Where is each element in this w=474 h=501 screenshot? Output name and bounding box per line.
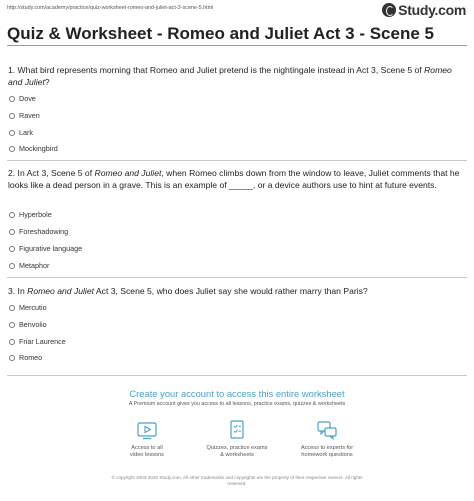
answer-option[interactable] [9,111,40,120]
source-url[interactable]: http://study.com/academy/practice/quiz-worksheet-romeo-and-juliet-act-3-scene-5.html [7,5,214,11]
answer-option[interactable] [9,303,47,312]
quizzes-icon [226,419,248,441]
option-label: Metaphor [19,261,50,270]
answer-option[interactable] [9,144,58,153]
study-logo[interactable] [382,2,466,18]
footer-line: reserved. [227,481,247,486]
feature-experts [287,419,367,459]
footer-line: © copyright 2003-2020 Study.com. All other trademarks and copyrights are the property of their respective owners. All rights [111,475,363,480]
option-label: Lark [19,128,33,137]
question-text: 1. What bird represents morning that Romeo and Juliet pretend is the nightingale instead in Act 3, Scene 5 of [8,65,425,75]
feature-line: homework questions [301,452,353,458]
radio-icon[interactable] [9,130,15,136]
answer-option[interactable] [9,210,52,219]
option-label: Hyperbole [19,210,52,219]
feature-video-lessons [107,419,187,459]
copyright-footer [0,475,474,487]
option-label: Friar Laurence [19,337,66,346]
answer-option[interactable] [9,337,66,346]
option-label: Mockingbird [19,144,58,153]
option-label: Benvolio [19,320,47,329]
title-divider [7,45,467,46]
page-header [0,0,474,22]
question-text-end: ? [44,77,50,88]
answer-option[interactable] [9,320,47,329]
radio-icon[interactable] [9,212,15,218]
radio-icon[interactable] [9,113,15,119]
answer-option[interactable] [9,244,82,253]
radio-icon[interactable] [9,229,15,235]
answer-option[interactable] [9,227,68,236]
option-label: Raven [19,111,40,120]
question-italic: Romeo and Juliet [94,168,162,178]
study-logo-icon [382,3,396,17]
option-label: Foreshadowing [19,227,69,236]
option-label: Mercutio [19,303,47,312]
radio-icon[interactable] [9,246,15,252]
feature-line: & worksheets [220,452,254,458]
option-label: Figurative language [19,244,83,253]
question-italic: Romeo and Juliet [8,65,452,88]
radio-icon[interactable] [9,96,15,102]
question-text-end: Act 3, Scene 5, who does Juliet say she would rather marry than Paris? [94,286,368,296]
question-text: 2. In Act 3, Scene 5 of [8,168,95,178]
premium-promo [0,384,474,501]
experts-chat-icon [316,419,338,441]
radio-icon[interactable] [9,339,15,345]
feature-line: Quizzes, practice exams [206,445,268,451]
radio-icon[interactable] [9,322,15,328]
promo-subtitle: A Premium account gives you access to all lessons, practice exams, quizzes & worksheets [128,401,346,407]
question-2 [8,167,466,191]
feature-quizzes [197,419,277,459]
option-label: Romeo [19,353,43,362]
answer-option[interactable] [9,353,42,362]
radio-icon[interactable] [9,305,15,311]
feature-line: video lessons [130,452,164,458]
radio-icon[interactable] [9,263,15,269]
radio-icon[interactable] [9,146,15,152]
worksheet-title: Quiz & Worksheet - Romeo and Juliet Act 3 - Scene 5 [7,24,434,43]
question-divider [7,160,467,161]
question-divider [7,277,467,278]
promo-title[interactable]: Create your account to access this entire worksheet [129,388,345,399]
logo-text: Study.com [398,2,466,18]
question-3 [8,285,466,297]
video-lessons-icon [136,419,158,441]
answer-option[interactable] [9,128,33,137]
question-text-end: , when Romeo climbs down from the window to leave, Juliet comments that he looks like a dead person in a grave. This is an example of _____, or a device authors use to hint at future events. [8,168,460,191]
radio-icon[interactable] [9,355,15,361]
question-italic: Romeo and Juliet [27,286,94,296]
question-text: 3. In [8,286,28,296]
question-divider [7,375,467,376]
feature-line: Access to all [131,445,163,451]
answer-option[interactable] [9,94,36,103]
feature-line: Access to experts for [300,445,354,451]
question-1 [8,64,466,88]
answer-option[interactable] [9,261,49,270]
option-label: Dove [19,94,36,103]
